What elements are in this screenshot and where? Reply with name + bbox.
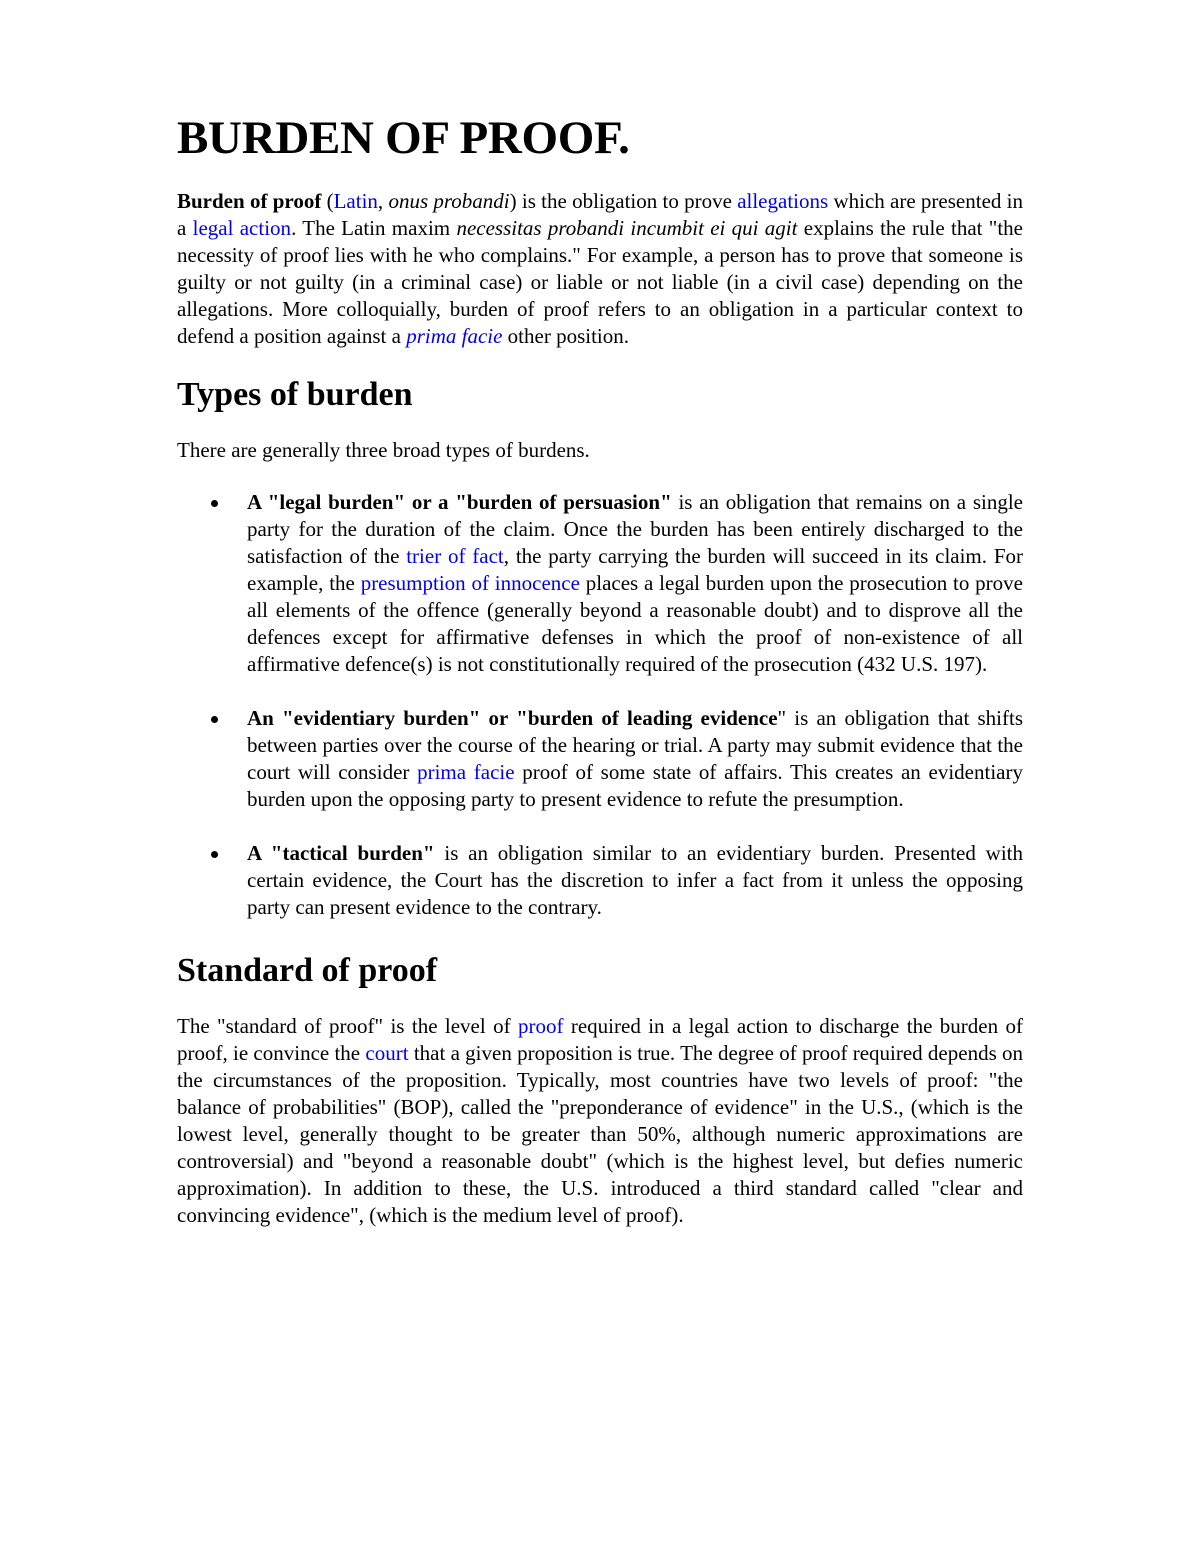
burden-types-list	[177, 489, 1023, 921]
bullet-icon	[211, 851, 218, 858]
list-item-text: places a legal burden upon the prosecution to prove all elements of the offence (generally beyond a reasonable doubt) and to disprove all the defences except for affirmative defenses in which the proof of non-existence of all affirmative defence(s) is not constitutionally required of the prosecution (432 U.S. 197).	[247, 571, 1023, 676]
document-page	[177, 110, 1023, 1254]
prima-facie-link[interactable]	[406, 324, 502, 348]
bullet-icon	[211, 500, 218, 507]
legal-action-link[interactable]: legal action	[192, 216, 292, 240]
latin-maxim: necessitas probandi incumbit ei qui agit	[456, 216, 798, 240]
types-lead-paragraph: There are generally three broad types of burdens.	[177, 438, 590, 462]
intro-paragraph	[177, 188, 1023, 350]
intro-text: other position.	[502, 324, 629, 348]
standard-paragraph	[177, 1013, 1023, 1229]
intro-text: (	[321, 189, 334, 213]
intro-term: Burden of proof	[177, 189, 322, 213]
list-item-term: A "tactical burden"	[247, 841, 435, 865]
list-item-term: A "legal burden" or a "burden of persuasion"	[247, 490, 672, 514]
intro-text: . The Latin maxim	[291, 216, 457, 240]
list-item	[177, 840, 1023, 921]
court-link[interactable]: court	[365, 1041, 409, 1065]
presumption-of-innocence-link[interactable]: presumption of innocence	[360, 571, 580, 595]
latin-link[interactable]: Latin	[333, 189, 378, 213]
latin-term: onus probandi	[388, 189, 510, 213]
trier-of-fact-link[interactable]: trier of fact	[406, 544, 504, 568]
section-heading-types: Types of burden	[177, 376, 413, 413]
intro-text: ) is the obligation to prove	[509, 189, 738, 213]
list-item-text: is an obligation similar to an evidentiary burden. Presented with certain evidence, the Court has the discretion to infer a fact from it unless the opposing party can present evidence to the contrary.	[247, 841, 1023, 919]
standard-text: The "standard of proof" is the level of	[177, 1014, 518, 1038]
intro-text: which are presented in a	[177, 189, 1023, 240]
list-item-text: " is an obligation that shifts between parties over the course of the hearing or trial. A party may submit evidence that the court will consider	[247, 706, 1024, 784]
list-item-term: An "evidentiary burden" or "burden of leading evidence	[247, 706, 778, 730]
standard-text: required in a legal action to discharge the burden of proof, ie convince the	[177, 1014, 1023, 1065]
intro-text: ,	[377, 189, 389, 213]
standard-text: that a given proposition is true. The degree of proof required depends on the circumstances of the proposition. Typically, most countries have two levels of proof: "the balance of probabilities" (BOP), called the "preponderance of evidence" in the U.S., (which is the lowest level, generally thought to be greater than 50%, although numeric approximations are controversial) and "beyond a reasonable doubt" (which is the highest level, but defies numeric approximation). In addition to these, the U.S. introduced a third standard called "clear and convincing evidence", (which is the medium level of proof).	[177, 1041, 1024, 1227]
list-item-text: is an obligation that remains on a single party for the duration of the claim. Once the burden has been entirely discharged to the satisfaction of the	[247, 490, 1023, 568]
list-item-text: , the party carrying the burden will succeed in its claim. For example, the	[247, 544, 1023, 595]
bullet-icon	[211, 716, 218, 723]
allegations-link[interactable]: allegations	[737, 189, 829, 213]
page-title: BURDEN OF PROOF.	[177, 112, 630, 164]
prima-facie-link-text: prima facie	[406, 324, 503, 348]
section-heading-standard: Standard of proof	[177, 952, 438, 989]
intro-text: explains the rule that "the necessity of proof lies with he who complains." For example, a person has to prove that someone is guilty or not guilty (in a criminal case) or liable or not liable (in a civil case) depending on the allegations. More colloquially, burden of proof refers to an obligation in a particular context to defend a position against a	[177, 216, 1023, 348]
proof-link[interactable]: proof	[517, 1014, 564, 1038]
list-item-text: proof of some state of affairs. This creates an evidentiary burden upon the opposing party to present evidence to refute the presumption.	[247, 760, 1023, 811]
list-item	[177, 705, 1023, 813]
prima-facie-link[interactable]: prima facie	[417, 760, 515, 784]
list-item	[177, 489, 1023, 678]
